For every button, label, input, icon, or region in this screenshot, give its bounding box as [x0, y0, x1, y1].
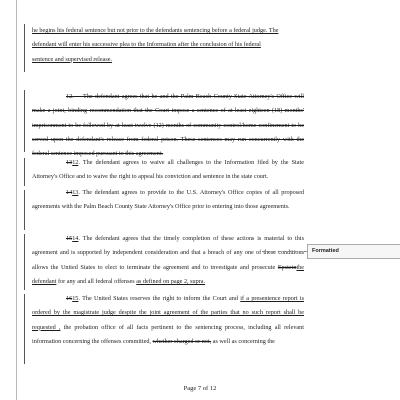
text-line: he begins his federal sentence but not prior to the defendants sentencing before a federal judge. The	[32, 27, 279, 34]
paragraph-15	[32, 292, 304, 349]
deleted-text: whether charged or not,	[152, 337, 212, 345]
change-bar	[24, 234, 25, 290]
paragraph-text: The defendant agrees that he and the Palm Beach County State Attorney's Office will make a joint, binding recommendation that the Court impose a sentence of at least eighteen (18) months' imprisonment to be followed by at least twelve (12) months of community control/home confinement to be served upon the defendant's release from federal prison. These sentences may run concurrently with the federal sentence imposed pursuant to this agreement.	[32, 93, 304, 158]
page-number: Page 7 of 12	[183, 385, 217, 392]
margin-line	[16, 0, 17, 400]
comment-connector-line	[262, 251, 307, 253]
change-bar	[24, 158, 25, 186]
change-bar	[24, 24, 25, 72]
paragraph-text: . The United States reserves the right to inform the Court and	[78, 295, 241, 302]
new-paragraph-number: 12	[72, 159, 79, 166]
inserted-text: the defendant	[32, 263, 304, 285]
new-paragraph-number: 14	[72, 235, 79, 242]
old-paragraph-number: 14	[66, 189, 73, 196]
change-bar	[24, 190, 25, 230]
paragraph-number: 12.	[66, 93, 74, 100]
paragraph-text: . The defendant agrees that the timely completion of these actions is material to this agreement and is supported by independent consideration and that a breach of any one of these conditions allows the United States to elect to terminate the agreement and to investigate and prosecute	[32, 235, 304, 271]
page-footer	[0, 385, 400, 392]
change-bar	[24, 294, 25, 364]
text-line: sentence and supervised release.	[32, 55, 113, 63]
paragraph-text: . The defendant agrees to waive all challenges to the Information filed by the State Attorney's Office and to waive the right to appeal his conviction and sentence in the state court.	[32, 159, 304, 181]
inserted-text: as defined on page 2, supra.	[136, 277, 206, 285]
old-paragraph-number: 16	[66, 295, 73, 302]
paragraph-14	[32, 232, 304, 289]
deleted-text: Epstein	[277, 263, 297, 271]
new-paragraph-number: 15	[72, 295, 79, 302]
new-paragraph-number: 13	[72, 189, 79, 196]
inserted-text: if a presentence report is ordered by the magistrate judge despite the joint agreement of the parties that no such report shall be requested ,	[32, 295, 304, 331]
formatting-comment-balloon[interactable]	[307, 244, 400, 259]
old-paragraph-number: 13	[66, 159, 73, 166]
paragraph-12-deleted	[32, 90, 304, 161]
text-line: defendant will enter his successive plea to the Information after the conclusion of his federal	[32, 41, 261, 49]
paragraph-text: . The defendant agrees to provide to the U.S. Attorney's Office copies of all proposed agreements with the Palm Beach County State Attorney's Office prior to entering into those agreements.	[32, 189, 304, 211]
comment-label: Formatted	[312, 248, 339, 254]
paragraph-text: for any and all federal offenses	[56, 277, 137, 285]
paragraph-12	[32, 156, 304, 185]
old-paragraph-number: 15	[66, 235, 73, 242]
paragraph-text: as well as concerning the	[211, 337, 275, 345]
change-bar	[24, 90, 25, 152]
paragraph-13	[32, 186, 304, 215]
paragraph-continuation	[32, 24, 304, 67]
paragraph-text: the probation office of all facts pertinent to the sentencing process, including all relevant information concerning the offenses committed,	[32, 323, 304, 345]
